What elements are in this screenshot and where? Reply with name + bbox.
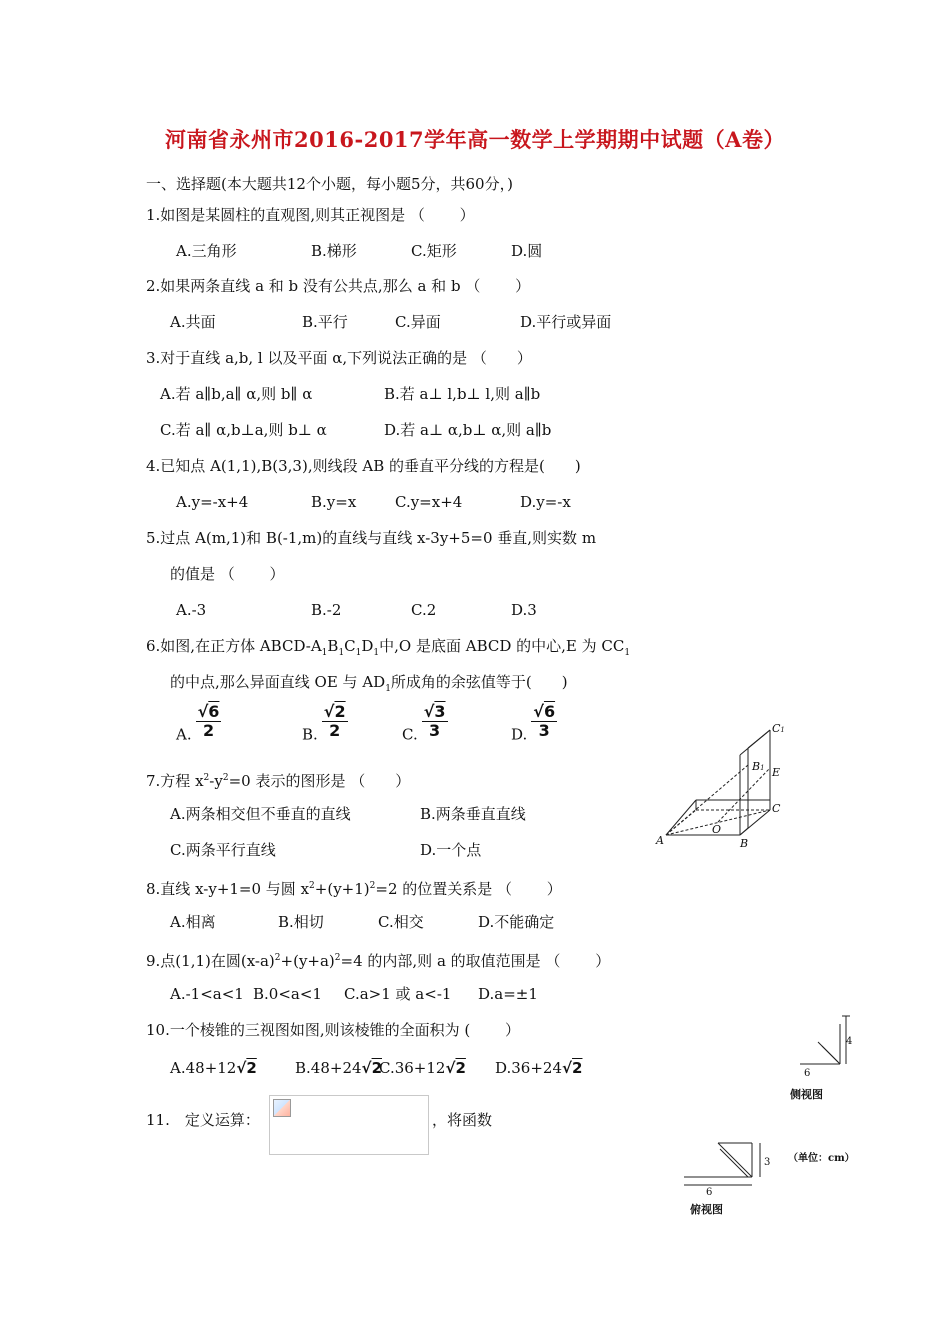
q7-option-c: C.两条平行直线 — [170, 841, 276, 859]
q3-option-d: D.若 a⊥ α,b⊥ α,则 a∥b — [384, 421, 552, 439]
q6-option-d: D. $\frac{√6}{3}$ — [511, 702, 556, 744]
cube-label-o: O — [712, 823, 722, 836]
q10-option-b: B.48+24√2 — [295, 1059, 382, 1077]
q10-option-a: A.48+12√2 — [170, 1059, 257, 1077]
q5-option-a: A.-3 — [176, 601, 207, 619]
cube-label-c: C — [772, 802, 781, 815]
q4-option-d: D.y=-x — [520, 493, 571, 511]
q7-option-a: A.两条相交但不垂直的直线 — [170, 805, 351, 823]
unit-label: （单位：cm） — [788, 1153, 855, 1164]
q3-option-a: A.若 a∥b,a∥ α,则 b∥ α — [160, 385, 313, 403]
cube-label-b: B — [740, 837, 749, 850]
q1-option-c: C.矩形 — [411, 242, 457, 260]
side-view-label: 侧视图 — [790, 1088, 823, 1101]
q4-option-c: C.y=x+4 — [395, 493, 463, 511]
q1-option-a: A.三角形 — [176, 242, 237, 260]
q10-option-d: D.36+24√2 — [495, 1059, 583, 1077]
q6-stem: 6.如图,在正方体 ABCD-$A_1B_1C_1D_1$中,O 是底面 ABCD 的中心,E 为 $CC_1$ — [146, 637, 631, 658]
q7-option-b: B.两条垂直直线 — [420, 805, 526, 823]
q2-option-a: A.共面 — [170, 313, 216, 331]
cube-label-a: A — [656, 834, 664, 847]
q8-option-c: C.相交 — [378, 913, 424, 931]
q4-option-a: A.y=-x+4 — [176, 493, 249, 511]
q11-stem-cont: ，将函数 — [432, 1111, 493, 1129]
q5-stem-cont: 的值是 （ ） — [170, 565, 285, 583]
q4-option-b: B.y=x — [311, 493, 357, 511]
q9-option-c: C.a>1 或 a<-1 — [344, 985, 452, 1003]
side-view-height: 4 — [846, 1036, 853, 1047]
q7-stem: 7.方程 $x^2-y^2=0$ 表示的图形是 （ ） — [146, 772, 411, 790]
top-view-height: 3 — [764, 1157, 771, 1168]
q2-option-b: B.平行 — [302, 313, 348, 331]
side-view-figure — [790, 1008, 870, 1103]
q2-option-d: D.平行或异面 — [520, 313, 612, 331]
q3-option-b: B.若 a⊥ l,b⊥ l,则 a∥b — [384, 385, 541, 403]
page-title: 河南省永州市2016-2017学年高一数学上学期期中试题（A卷） — [165, 127, 785, 152]
q2-stem: 2.如果两条直线 a 和 b 没有公共点,那么 a 和 b （ ） — [146, 277, 531, 295]
q6-option-c: C. $\frac{√3}{3}$ — [402, 702, 446, 744]
q6-stem-cont: 的中点,那么异面直线 OE 与 $AD_1$所成角的余弦值等于( ) — [170, 673, 568, 694]
q10-option-c: C.36+12√2 — [379, 1059, 466, 1077]
q9-option-b: B.0<a<1 — [253, 985, 322, 1003]
q5-option-c: C.2 — [411, 601, 437, 619]
q5-option-b: B.-2 — [311, 601, 342, 619]
q2-option-c: C.异面 — [395, 313, 441, 331]
q8-option-b: B.相切 — [278, 913, 324, 931]
q3-option-c: C.若 a∥ α,b⊥a,则 b⊥ α — [160, 421, 327, 439]
q1-stem: 1.如图是某圆柱的直观图,则其正视图是 （ ） — [146, 206, 475, 224]
q9-option-a: A.-1<a<1 — [170, 985, 244, 1003]
q4-stem: 4.已知点 A(1,1),B(3,3),则线段 AB 的垂直平分线的方程是( ) — [146, 457, 581, 475]
q8-option-a: A.相离 — [170, 913, 216, 931]
broken-image-icon — [273, 1099, 291, 1117]
top-view-figure — [680, 1135, 880, 1217]
q6-option-a: A. $\frac{√6}{2}$ — [176, 702, 220, 744]
q10-stem: 10.一个棱锥的三视图如图,则该棱锥的全面积为 ( ） — [146, 1021, 521, 1039]
q5-stem: 5.过点 A(m,1)和 B(-1,m)的直线与直线 x-3y+5=0 垂直,则实数 m — [146, 529, 597, 547]
q1-option-b: B.梯形 — [311, 242, 357, 260]
q8-option-d: D.不能确定 — [478, 913, 555, 931]
q5-option-d: D.3 — [511, 601, 537, 619]
cube-label-b1: B1 — [752, 760, 765, 773]
q9-option-d: D.a=±1 — [478, 985, 538, 1003]
broken-image-placeholder — [269, 1095, 429, 1155]
top-view-width: 6 — [706, 1187, 713, 1198]
section-heading: 一、选择题(本大题共12个小题，每小题5分，共60分，) — [146, 175, 513, 193]
q8-stem: 8.直线 x-y+1=0 与圆 $x^2+(y+1)^2=2$ 的位置关系是 （ ） — [146, 880, 562, 898]
q6-option-b: B. $\frac{√2}{2}$ — [302, 702, 346, 744]
top-view-label: 俯视图 — [690, 1203, 723, 1216]
q3-stem: 3.对于直线 a,b, l 以及平面 α,下列说法正确的是 （ ） — [146, 349, 532, 367]
q1-option-d: D.圆 — [511, 242, 543, 260]
cube-label-c1: C1 — [772, 722, 785, 735]
q7-option-d: D.一个点 — [420, 841, 482, 859]
q11-stem: 11. 定义运算： — [146, 1111, 260, 1129]
q9-stem: 9.点(1,1)在圆$(x-a)^2+(y+a)^2=4$ 的内部,则 a 的取值范围是 （ ） — [146, 952, 611, 970]
cube-figure — [652, 720, 792, 850]
cube-label-e: E — [772, 766, 781, 779]
side-view-width: 6 — [804, 1068, 811, 1079]
